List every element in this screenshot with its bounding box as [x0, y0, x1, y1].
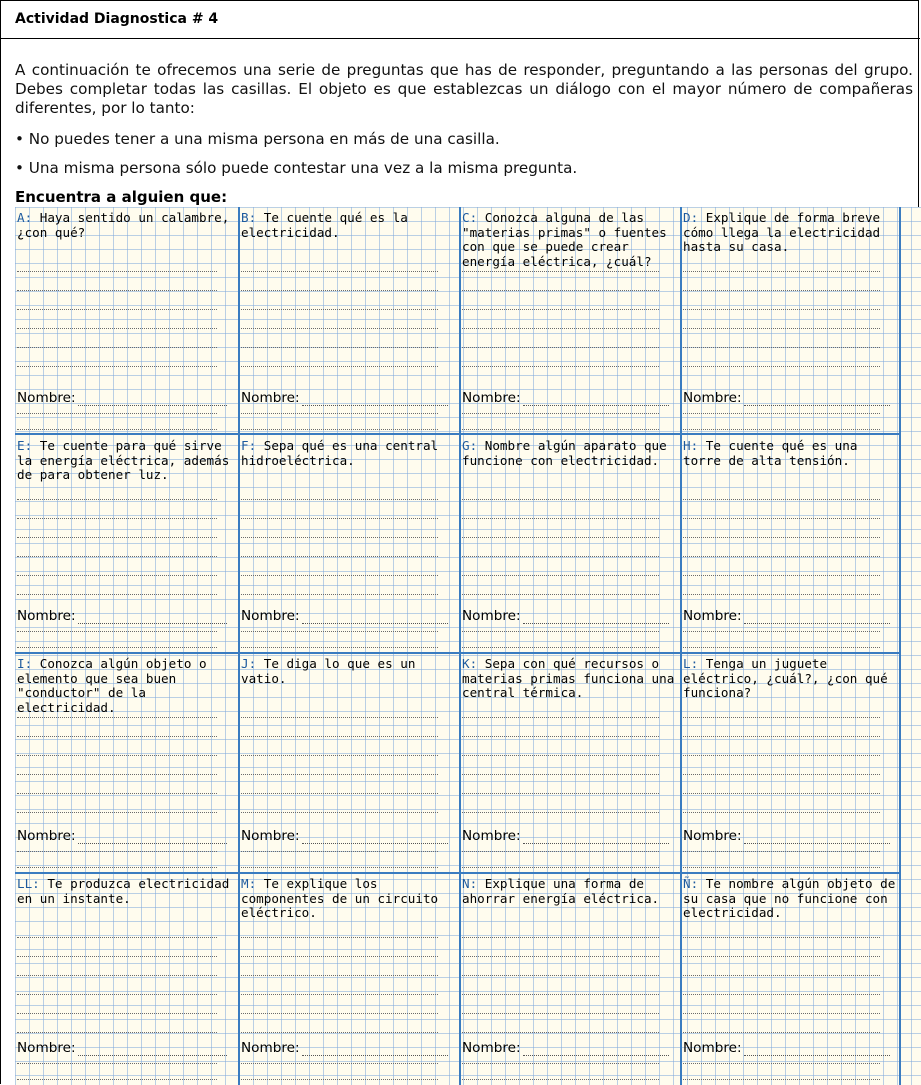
answer-line[interactable]	[17, 594, 217, 595]
answer-line[interactable]	[241, 736, 438, 737]
name-field[interactable]	[17, 391, 227, 406]
question-text	[17, 657, 233, 715]
answer-line[interactable]	[462, 851, 659, 852]
answer-line[interactable]	[17, 575, 217, 576]
answer-line[interactable]	[683, 413, 880, 414]
intro-paragraph: A continuación te ofrecemos una serie de preguntas que has de responder, preguntando a las personas del grupo. Debes completar todas las casillas. El objeto es que establezcas un diálogo con el mayor número de compañeras diferentes, por lo tanto:	[15, 61, 913, 117]
answer-line[interactable]	[462, 1032, 659, 1033]
answer-line[interactable]	[683, 736, 880, 737]
answer-line[interactable]	[462, 647, 659, 648]
question-letter: A:	[17, 210, 33, 225]
name-label: Nombre:	[683, 1040, 742, 1056]
answer-line[interactable]	[17, 366, 217, 367]
question-letter: G:	[462, 438, 478, 453]
answer-line[interactable]	[462, 366, 659, 367]
rule-bullet-2: • Una misma persona sólo puede contestar una vez a la misma pregunta.	[15, 159, 578, 177]
answer-line[interactable]	[241, 499, 438, 500]
answer-line[interactable]	[683, 290, 880, 291]
answer-line[interactable]	[683, 366, 880, 367]
name-field[interactable]	[241, 829, 448, 844]
answer-line[interactable]	[17, 793, 217, 794]
answer-line[interactable]	[462, 975, 659, 976]
answer-line[interactable]	[683, 774, 880, 775]
answer-line[interactable]	[683, 755, 880, 756]
name-label: Nombre:	[462, 390, 521, 406]
name-field[interactable]	[462, 1041, 669, 1056]
answer-line[interactable]	[17, 755, 217, 756]
answer-line[interactable]	[683, 1013, 880, 1014]
answer-line[interactable]	[462, 594, 659, 595]
question-text	[241, 657, 454, 686]
name-input-line[interactable]	[302, 1045, 448, 1056]
answer-line[interactable]	[462, 937, 659, 938]
answer-line[interactable]	[683, 499, 880, 500]
answer-line[interactable]	[241, 537, 438, 538]
answer-line[interactable]	[683, 812, 880, 813]
answer-line[interactable]	[462, 309, 659, 310]
answer-line[interactable]	[241, 290, 438, 291]
answer-line[interactable]	[462, 631, 659, 632]
question-letter: F:	[241, 438, 257, 453]
answer-line[interactable]	[241, 347, 438, 348]
answer-line[interactable]	[17, 956, 217, 957]
answer-line[interactable]	[462, 994, 659, 995]
answer-line[interactable]	[462, 812, 659, 813]
question-text	[462, 439, 675, 468]
question-letter: K:	[462, 656, 478, 671]
name-field[interactable]	[462, 609, 669, 624]
answer-line[interactable]	[241, 631, 438, 632]
answer-line[interactable]	[241, 937, 438, 938]
answer-line[interactable]	[17, 736, 217, 737]
answer-line[interactable]	[17, 994, 217, 995]
answer-line[interactable]	[683, 793, 880, 794]
name-label: Nombre:	[462, 828, 521, 844]
answer-line[interactable]	[241, 271, 438, 272]
answer-line[interactable]	[462, 271, 659, 272]
answer-line[interactable]	[241, 994, 438, 995]
answer-line[interactable]	[462, 755, 659, 756]
question-cell-11	[460, 653, 681, 873]
answer-line[interactable]	[241, 975, 438, 976]
answer-line[interactable]	[462, 736, 659, 737]
answer-line[interactable]	[17, 309, 217, 310]
question-text	[241, 439, 454, 468]
question-cell-10	[239, 653, 460, 873]
name-input-line[interactable]	[744, 833, 890, 844]
question-text	[683, 877, 896, 921]
answer-line[interactable]	[17, 1032, 217, 1033]
name-input-line[interactable]	[744, 395, 890, 406]
answer-line[interactable]	[683, 1063, 880, 1064]
answer-line[interactable]	[17, 537, 217, 538]
name-label: Nombre:	[17, 608, 76, 624]
name-label: Nombre:	[17, 390, 76, 406]
answer-line[interactable]	[683, 647, 880, 648]
question-body: Te cuente para qué sirve la energía eléctrica, además de para obtener luz.	[17, 438, 230, 483]
answer-line[interactable]	[17, 774, 217, 775]
answer-line[interactable]	[17, 717, 217, 718]
answer-line[interactable]	[462, 1013, 659, 1014]
answer-line[interactable]	[683, 347, 880, 348]
answer-line[interactable]	[683, 937, 880, 938]
name-label: Nombre:	[241, 608, 300, 624]
question-text	[683, 439, 896, 468]
answer-line[interactable]	[17, 975, 217, 976]
question-body: Conozca alguna de las "materias primas" o fuentes con que se puede crear energía eléctrica, ¿cuál?	[462, 210, 667, 269]
answer-line[interactable]	[462, 347, 659, 348]
name-label: Nombre:	[241, 1040, 300, 1056]
question-cell-9	[15, 653, 239, 873]
name-label: Nombre:	[683, 608, 742, 624]
answer-line[interactable]	[462, 499, 659, 500]
rule-bullet-1: • No puedes tener a una misma persona en más de una casilla.	[15, 130, 500, 148]
question-cell-8	[681, 435, 902, 653]
answer-line[interactable]	[462, 429, 659, 430]
name-field[interactable]	[17, 609, 227, 624]
answer-line[interactable]	[241, 774, 438, 775]
answer-line[interactable]	[241, 851, 438, 852]
answer-line[interactable]	[241, 793, 438, 794]
question-cell-14	[239, 873, 460, 1085]
answer-line[interactable]	[683, 631, 880, 632]
answer-line[interactable]	[462, 537, 659, 538]
answer-line[interactable]	[241, 556, 438, 557]
answer-line[interactable]	[683, 975, 880, 976]
question-cell-6	[239, 435, 460, 653]
name-label: Nombre:	[241, 828, 300, 844]
answer-line[interactable]	[683, 1032, 880, 1033]
question-text	[241, 211, 454, 240]
question-body: Sepa qué es una central hidroeléctrica.	[241, 438, 439, 468]
answer-line[interactable]	[462, 867, 659, 868]
name-label: Nombre:	[462, 1040, 521, 1056]
question-cell-16	[681, 873, 902, 1085]
question-body: Te cuente qué es la electricidad.	[241, 210, 408, 240]
answer-line[interactable]	[241, 755, 438, 756]
name-input-line[interactable]	[744, 1045, 890, 1056]
answer-line[interactable]	[241, 956, 438, 957]
name-input-line[interactable]	[302, 613, 448, 624]
question-letter: H:	[683, 438, 699, 453]
question-body: Conozca algún objeto o elemento que sea buen "conductor" de la electricidad.	[17, 656, 207, 715]
answer-line[interactable]	[241, 328, 438, 329]
answer-line[interactable]	[683, 556, 880, 557]
question-body: Explique una forma de ahorrar energía eléctrica.	[462, 876, 660, 906]
answer-line[interactable]	[683, 328, 880, 329]
name-input-line[interactable]	[302, 833, 448, 844]
answer-line[interactable]	[241, 1079, 438, 1080]
question-text	[241, 877, 454, 921]
name-input-line[interactable]	[302, 395, 448, 406]
answer-line[interactable]	[241, 1013, 438, 1014]
answer-line[interactable]	[683, 309, 880, 310]
answer-line[interactable]	[17, 429, 217, 430]
name-field[interactable]	[462, 391, 669, 406]
name-field[interactable]	[241, 391, 448, 406]
answer-line[interactable]	[17, 413, 217, 414]
name-label: Nombre:	[241, 390, 300, 406]
question-text	[17, 439, 233, 483]
answer-line[interactable]	[17, 1063, 217, 1064]
answer-line[interactable]	[241, 1032, 438, 1033]
name-input-line[interactable]	[78, 613, 227, 624]
question-body: Sepa con qué recursos o materias primas funciona una central térmica.	[462, 656, 675, 701]
answer-line[interactable]	[241, 366, 438, 367]
question-cell-5	[15, 435, 239, 653]
answer-line[interactable]	[683, 518, 880, 519]
answer-line[interactable]	[241, 812, 438, 813]
answer-line[interactable]	[462, 575, 659, 576]
question-text	[683, 657, 896, 701]
question-letter: J:	[241, 656, 257, 671]
question-cell-13	[15, 873, 239, 1085]
answer-line[interactable]	[683, 867, 880, 868]
answer-line[interactable]	[683, 271, 880, 272]
question-text	[462, 877, 675, 906]
answer-line[interactable]	[241, 647, 438, 648]
question-text	[462, 211, 675, 269]
answer-line[interactable]	[17, 812, 217, 813]
name-input-line[interactable]	[78, 833, 227, 844]
name-input-line[interactable]	[523, 833, 669, 844]
question-grid	[15, 207, 921, 1085]
question-letter: C:	[462, 210, 478, 225]
name-input-line[interactable]	[78, 1045, 227, 1056]
answer-line[interactable]	[17, 518, 217, 519]
question-cell-4	[681, 207, 902, 435]
answer-line[interactable]	[462, 328, 659, 329]
name-input-line[interactable]	[523, 613, 669, 624]
answer-line[interactable]	[17, 556, 217, 557]
name-field[interactable]	[683, 609, 890, 624]
question-cell-7	[460, 435, 681, 653]
question-body: Te cuente qué es una torre de alta tensión.	[683, 438, 858, 468]
answer-line[interactable]	[683, 429, 880, 430]
question-letter: B:	[241, 210, 257, 225]
answer-line[interactable]	[462, 1079, 659, 1080]
answer-line[interactable]	[17, 851, 217, 852]
question-cell-12	[681, 653, 902, 873]
answer-line[interactable]	[683, 537, 880, 538]
name-input-line[interactable]	[78, 395, 227, 406]
question-text	[683, 211, 896, 255]
answer-line[interactable]	[241, 413, 438, 414]
answer-line[interactable]	[17, 1079, 217, 1080]
answer-line[interactable]	[17, 328, 217, 329]
answer-line[interactable]	[241, 1063, 438, 1064]
answer-line[interactable]	[241, 518, 438, 519]
question-body: Explique de forma breve cómo llega la electricidad hasta su casa.	[683, 210, 881, 255]
question-text	[17, 211, 233, 240]
answer-line[interactable]	[17, 867, 217, 868]
question-cell-15	[460, 873, 681, 1085]
question-body: Te nombre algún objeto de su casa que no funcione con electricidad.	[683, 876, 896, 921]
answer-line[interactable]	[17, 631, 217, 632]
name-field[interactable]	[17, 1041, 227, 1056]
answer-line[interactable]	[462, 1063, 659, 1064]
name-field[interactable]	[462, 829, 669, 844]
answer-line[interactable]	[462, 413, 659, 414]
page-title: Actividad Diagnostica # 4	[1, 1, 920, 39]
question-letter: L:	[683, 656, 699, 671]
answer-line[interactable]	[17, 271, 217, 272]
question-letter: Ñ:	[683, 876, 699, 891]
question-body: Nombre algún aparato que funcione con electricidad.	[462, 438, 667, 468]
answer-line[interactable]	[241, 867, 438, 868]
question-body: Te produzca electricidad en un instante.	[17, 876, 230, 906]
answer-line[interactable]	[17, 1013, 217, 1014]
section-heading: Encuentra a alguien que:	[15, 188, 228, 206]
question-cell-1	[15, 207, 239, 435]
question-body: Te diga lo que es un vatio.	[241, 656, 416, 686]
answer-line[interactable]	[462, 793, 659, 794]
answer-line[interactable]	[17, 937, 217, 938]
name-field[interactable]	[17, 829, 227, 844]
name-field[interactable]	[241, 1041, 448, 1056]
answer-line[interactable]	[17, 499, 217, 500]
name-input-line[interactable]	[523, 1045, 669, 1056]
question-letter: N:	[462, 876, 478, 891]
answer-line[interactable]	[462, 956, 659, 957]
name-label: Nombre:	[17, 1040, 76, 1056]
name-field[interactable]	[241, 609, 448, 624]
answer-line[interactable]	[17, 647, 217, 648]
question-letter: I:	[17, 656, 33, 671]
answer-line[interactable]	[683, 851, 880, 852]
answer-line[interactable]	[462, 774, 659, 775]
answer-line[interactable]	[462, 290, 659, 291]
question-body: Haya sentido un calambre, ¿con qué?	[17, 210, 230, 240]
answer-line[interactable]	[241, 575, 438, 576]
question-text	[462, 657, 675, 701]
answer-line[interactable]	[241, 717, 438, 718]
answer-line[interactable]	[683, 1079, 880, 1080]
name-label: Nombre:	[462, 608, 521, 624]
answer-line[interactable]	[683, 717, 880, 718]
name-input-line[interactable]	[523, 395, 669, 406]
name-label: Nombre:	[17, 828, 76, 844]
answer-line[interactable]	[241, 429, 438, 430]
question-letter: LL:	[17, 876, 40, 891]
question-cell-2	[239, 207, 460, 435]
name-label: Nombre:	[683, 390, 742, 406]
question-body: Tenga un juguete eléctrico, ¿cuál?, ¿con qué funciona?	[683, 656, 888, 701]
answer-line[interactable]	[241, 594, 438, 595]
question-letter: M:	[241, 876, 257, 891]
answer-line[interactable]	[462, 556, 659, 557]
answer-line[interactable]	[683, 994, 880, 995]
name-field[interactable]	[683, 391, 890, 406]
answer-line[interactable]	[683, 575, 880, 576]
answer-line[interactable]	[683, 594, 880, 595]
question-cell-3	[460, 207, 681, 435]
answer-line[interactable]	[241, 309, 438, 310]
question-letter: E:	[17, 438, 33, 453]
answer-line[interactable]	[17, 290, 217, 291]
answer-line[interactable]	[17, 347, 217, 348]
name-field[interactable]	[683, 829, 890, 844]
name-label: Nombre:	[683, 828, 742, 844]
question-body: Te explique los componentes de un circuito eléctrico.	[241, 876, 439, 921]
answer-line[interactable]	[462, 518, 659, 519]
answer-line[interactable]	[462, 717, 659, 718]
answer-line[interactable]	[683, 956, 880, 957]
question-letter: D:	[683, 210, 699, 225]
name-input-line[interactable]	[744, 613, 890, 624]
question-text	[17, 877, 233, 906]
name-field[interactable]	[683, 1041, 890, 1056]
